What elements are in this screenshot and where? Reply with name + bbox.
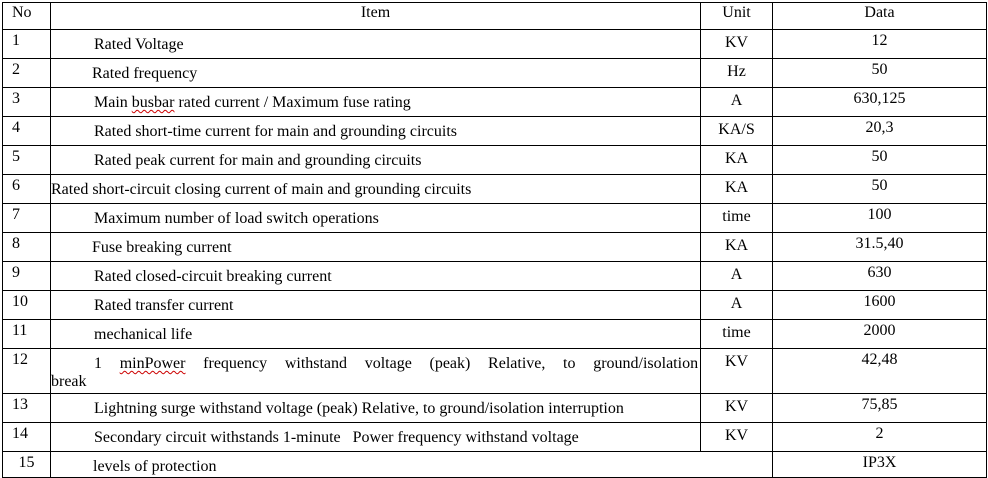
table-header-row xyxy=(3,3,987,30)
row-no: 3 xyxy=(3,88,51,117)
row-item: Rated transfer current xyxy=(51,291,701,320)
row-unit: KA/S xyxy=(701,117,773,146)
row-unit: time xyxy=(701,320,773,349)
row-unit: Hz xyxy=(701,59,773,88)
header-unit: Unit xyxy=(701,3,773,30)
row-data: 75,85 xyxy=(773,394,987,423)
row-data: 50 xyxy=(773,175,987,204)
row-item: levels of protection xyxy=(51,452,773,478)
table-row xyxy=(3,233,987,262)
table-row xyxy=(3,320,987,349)
row-data: 630,125 xyxy=(773,88,987,117)
table-row xyxy=(3,349,987,394)
row-data: 42,48 xyxy=(773,349,987,394)
row-no: 6 xyxy=(3,175,51,204)
row-no: 5 xyxy=(3,146,51,175)
row-no: 7 xyxy=(3,204,51,233)
row-data: 100 xyxy=(773,204,987,233)
spellcheck-word: busbar xyxy=(131,94,175,111)
row-item: Maximum number of load switch operations xyxy=(51,204,701,233)
row-item: Main busbar rated current / Maximum fuse rating xyxy=(51,88,701,117)
table-row xyxy=(3,30,987,59)
row-data: 50 xyxy=(773,146,987,175)
header-data: Data xyxy=(773,3,987,30)
row-no: 14 xyxy=(3,423,51,452)
row-no: 11 xyxy=(3,320,51,349)
row-item: Secondary circuit withstands 1-minute Power frequency withstand voltage xyxy=(51,423,701,452)
row-data: 2 xyxy=(773,423,987,452)
row-unit: A xyxy=(701,262,773,291)
row-no: 8 xyxy=(3,233,51,262)
row-item: Rated Voltage xyxy=(51,30,701,59)
row-item: Rated peak current for main and grounding circuits xyxy=(51,146,701,175)
row-item: mechanical life xyxy=(51,320,701,349)
row-item: Rated closed-circuit breaking current xyxy=(51,262,701,291)
row-no: 10 xyxy=(3,291,51,320)
row-no: 9 xyxy=(3,262,51,291)
spellcheck-word: minPower xyxy=(119,355,186,372)
row-unit: KA xyxy=(701,175,773,204)
row-item: Rated short-circuit closing current of main and grounding circuits xyxy=(51,175,701,204)
row-data: 31.5,40 xyxy=(773,233,987,262)
header-no: No xyxy=(3,3,51,30)
row-data: 50 xyxy=(773,59,987,88)
table-row xyxy=(3,394,987,423)
row-no: 2 xyxy=(3,59,51,88)
table-row xyxy=(3,291,987,320)
row-unit: A xyxy=(701,88,773,117)
row-item: Fuse breaking current xyxy=(51,233,701,262)
row-unit: KV xyxy=(701,30,773,59)
row-unit: KV xyxy=(701,394,773,423)
row-data: 12 xyxy=(773,30,987,59)
table-row xyxy=(3,88,987,117)
row-data: IP3X xyxy=(773,452,987,478)
row-unit: time xyxy=(701,204,773,233)
row-unit: KV xyxy=(701,349,773,394)
row-data: 630 xyxy=(773,262,987,291)
row-no: 15 xyxy=(3,452,51,478)
row-data: 1600 xyxy=(773,291,987,320)
table-row xyxy=(3,175,987,204)
row-no: 1 xyxy=(3,30,51,59)
row-item: Lightning surge withstand voltage (peak) Relative, to ground/isolation interruption xyxy=(51,394,701,423)
row-data: 2000 xyxy=(773,320,987,349)
header-item: Item xyxy=(51,3,701,30)
row-no: 13 xyxy=(3,394,51,423)
table-row xyxy=(3,452,987,478)
row-item: Rated short-time current for main and grounding circuits xyxy=(51,117,701,146)
row-no: 12 xyxy=(3,349,51,394)
table-row xyxy=(3,117,987,146)
table-row xyxy=(3,59,987,88)
row-no: 4 xyxy=(3,117,51,146)
row-data: 20,3 xyxy=(773,117,987,146)
row-unit: A xyxy=(701,291,773,320)
table-row xyxy=(3,204,987,233)
spec-table xyxy=(2,2,987,478)
table-row xyxy=(3,146,987,175)
row-item: Rated frequency xyxy=(51,59,701,88)
table-row xyxy=(3,262,987,291)
row-unit: KA xyxy=(701,233,773,262)
row-item: 1 minPower frequency withstand voltage (peak) Relative, to ground/isolation break xyxy=(51,349,701,394)
row-unit: KV xyxy=(701,423,773,452)
row-unit: KA xyxy=(701,146,773,175)
table-row xyxy=(3,423,987,452)
